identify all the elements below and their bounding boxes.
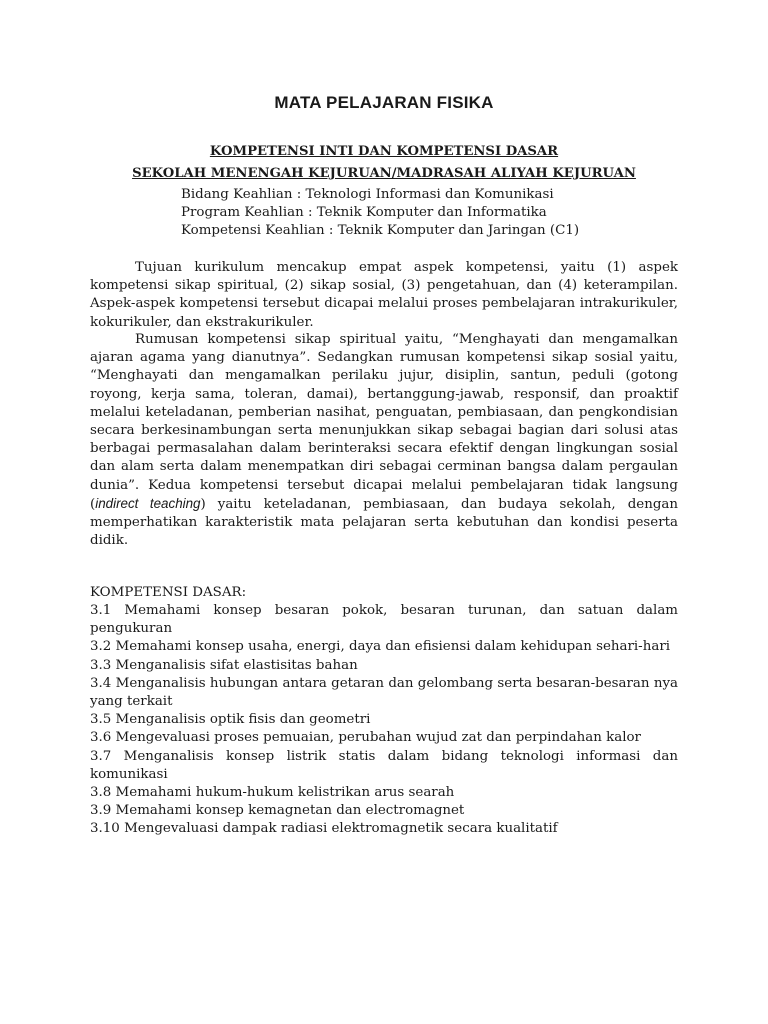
info-bidang-keahlian: Bidang Keahlian : Teknologi Informasi dan Komunikasi [181,187,554,202]
heading-sekolah-text: SEKOLAH MENENGAH KEJURUAN/MADRASAH ALIYAH KEJURUAN [132,166,636,181]
paragraph-rumusan-text-2: ) yaitu keteladanan, pembiasaan, dan budaya sekolah, dengan memperhatikan karakteristik mata pelajaran serta kebutuhan dan kondisi peserta didik. [90,496,678,549]
paragraph-rumusan-kompetensi [90,331,678,550]
info-program-keahlian: Program Keahlian : Teknik Komputer dan Informatika [181,205,547,220]
kd-item-3-6: 3.6 Mengevaluasi proses pemuaian, perubahan wujud zat dan perpindahan kalor [90,730,641,746]
kd-item-3-9: 3.9 Memahami konsep kemagnetan dan electromagnet [90,803,465,819]
kd-item-3-10: 3.10 Mengevaluasi dampak radiasi elektromagnetik secara kualitatif [90,821,558,837]
kd-item-3-8: 3.8 Memahami hukum-hukum kelistrikan arus searah [90,785,455,801]
page-title: MATA PELAJARAN FISIKA [274,93,494,112]
heading-kompetensi-inti [0,144,768,159]
kd-item-3-2: 3.2 Memahami konsep usaha, energi, daya dan efisiensi dalam kehidupan sehari-hari [90,639,671,655]
heading-sekolah [0,166,768,181]
kd-item-3-5: 3.5 Menganalisis optik fisis dan geometri [90,712,371,728]
paragraph-rumusan-italic: indirect teaching [95,495,201,511]
kompetensi-dasar-label: KOMPETENSI DASAR: [90,585,247,600]
paragraph-tujuan-kurikulum: Tujuan kurikulum mencakup empat aspek kompetensi, yaitu (1) aspek kompetensi sikap spiritual, (2) sikap sosial, (3) pengetahuan, dan (4) keterampilan. Aspek-aspek kompetensi tersebut dicapai melalui proses pembelajaran intrakurikuler, kokurikuler, dan ekstrakurikuler. [90,260,678,330]
kd-item-3-7: 3.7 Menganalisis konsep listrik statis dalam bidang teknologi informasi dan komunikasi [90,748,678,782]
kd-item-3-3: 3.3 Menganalisis sifat elastisitas bahan [90,657,358,673]
kd-item-3-4: 3.4 Menganalisis hubungan antara getaran dan gelombang serta besaran-besaran nya yang terkait [90,675,678,710]
kd-item-3-1: 3.1 Memahami konsep besaran pokok, besaran turunan, dan satuan dalam pengukuran [90,603,678,637]
heading-kompetensi-inti-text: KOMPETENSI INTI DAN KOMPETENSI DASAR [209,144,559,159]
info-kompetensi-keahlian: Kompetensi Keahlian : Teknik Komputer dan Jaringan (C1) [181,223,580,238]
paragraph-rumusan-text-1: Rumusan kompetensi sikap spiritual yaitu, “Menghayati dan mengamalkan ajaran agama yang dianutnya”. Sedangkan rumusan kompetensi sikap sosial yaitu, “Menghayati dan mengamalkan perilaku jujur, disiplin, santun, peduli (gotong royong, kerja sama, toleran, damai), bertanggung-jawab, responsif, dan proaktif melalui keteladanan, pemberian nasihat, penguatan, pembiasaan, dan pengkondisian secara berkesinambungan serta menunjukkan sikap sebagai bagian dari solusi atas berbagai permasalahan dalam berinteraksi secara efektif dengan lingkungan sosial dan alam serta dalam menempatkan diri sebagai cerminan bangsa dalam pergaulan dunia”. Kedua kompetensi tersebut dicapai melalui pembelajaran tidak langsung ( [90,332,678,512]
kompetensi-dasar-list [90,602,678,839]
